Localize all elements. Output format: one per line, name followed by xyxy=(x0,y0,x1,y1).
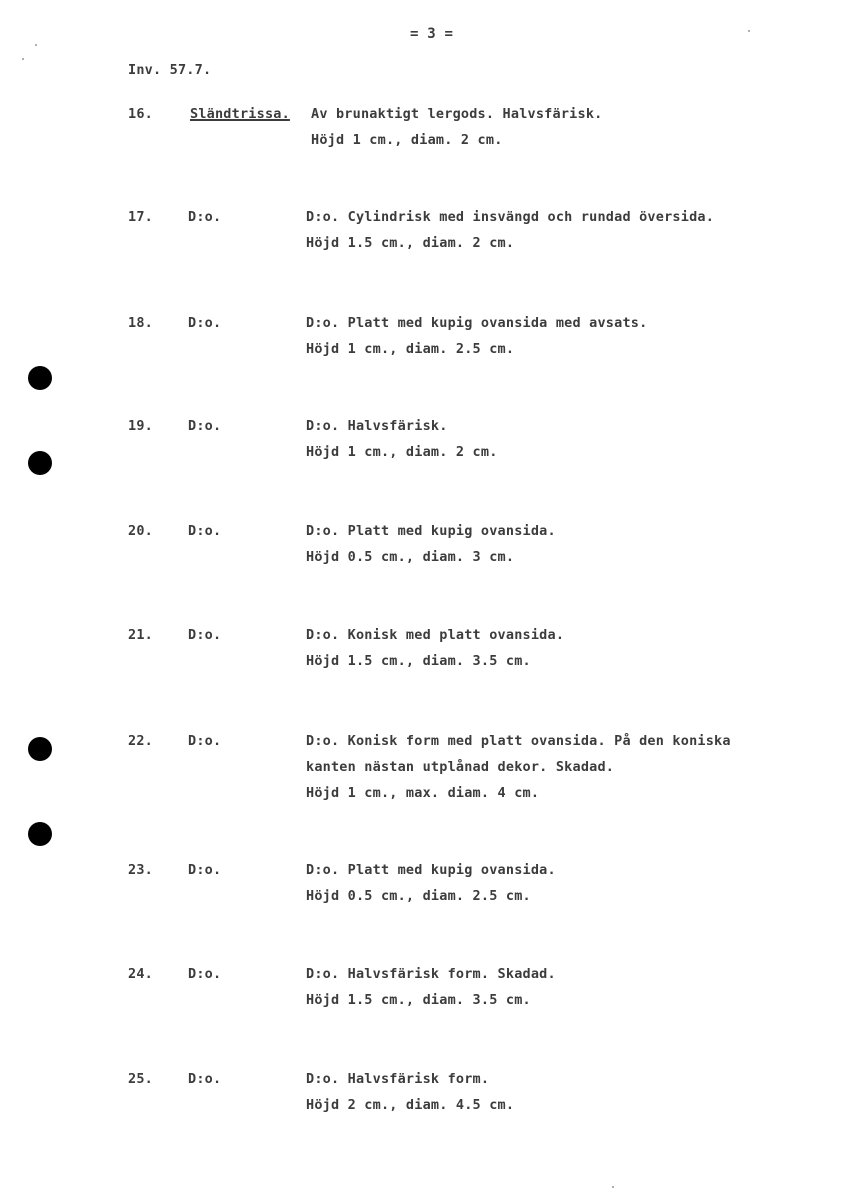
punch-hole xyxy=(28,822,52,846)
entry-description-continued: kanten nästan utplånad dekor. Skadad. xyxy=(306,759,615,775)
entry-label: D:o. xyxy=(188,315,222,331)
entry-measurements: Höjd 1 cm., diam. 2 cm. xyxy=(306,444,498,460)
scan-speck xyxy=(35,44,37,46)
entry-number: 18. xyxy=(128,315,153,331)
entry-label: D:o. xyxy=(188,1071,222,1087)
entry-description: D:o. Platt med kupig ovansida. xyxy=(306,523,556,539)
entry-measurements: Höjd 2 cm., diam. 4.5 cm. xyxy=(306,1097,515,1113)
punch-hole xyxy=(28,366,52,390)
entry-description: D:o. Platt med kupig ovansida. xyxy=(306,862,556,878)
entry-description: D:o. Cylindrisk med insvängd och rundad översida. xyxy=(306,209,715,225)
entry-description: D:o. Platt med kupig ovansida med avsats. xyxy=(306,315,648,331)
entry-measurements: Höjd 1.5 cm., diam. 2 cm. xyxy=(306,235,515,251)
entry-measurements: Höjd 0.5 cm., diam. 3 cm. xyxy=(306,549,515,565)
entry-label: Sländtrissa. xyxy=(190,106,290,122)
entry-description: D:o. Halvsfärisk form. Skadad. xyxy=(306,966,556,982)
entry-measurements: Höjd 1.5 cm., diam. 3.5 cm. xyxy=(306,653,531,669)
entry-label: D:o. xyxy=(188,862,222,878)
entry-number: 22. xyxy=(128,733,153,749)
entry-number: 21. xyxy=(128,627,153,643)
entry-measurements: Höjd 1 cm., diam. 2 cm. xyxy=(311,132,503,148)
inventory-number: Inv. 57.7. xyxy=(128,62,212,78)
entry-number: 17. xyxy=(128,209,153,225)
entry-description: D:o. Halvsfärisk. xyxy=(306,418,448,434)
entry-description: D:o. Konisk med platt ovansida. xyxy=(306,627,565,643)
entry-measurements: Höjd 1.5 cm., diam. 3.5 cm. xyxy=(306,992,531,1008)
scan-speck xyxy=(22,58,24,60)
entry-label: D:o. xyxy=(188,966,222,982)
entry-number: 25. xyxy=(128,1071,153,1087)
punch-hole xyxy=(28,737,52,761)
entry-measurements: Höjd 0.5 cm., diam. 2.5 cm. xyxy=(306,888,531,904)
scan-speck xyxy=(612,1186,614,1188)
page-number: = 3 = xyxy=(410,26,454,42)
entry-number: 20. xyxy=(128,523,153,539)
entry-number: 23. xyxy=(128,862,153,878)
entry-measurements: Höjd 1 cm., max. diam. 4 cm. xyxy=(306,785,540,801)
entry-label: D:o. xyxy=(188,523,222,539)
entry-label: D:o. xyxy=(188,627,222,643)
entry-label: D:o. xyxy=(188,209,222,225)
entry-description: Av brunaktigt lergods. Halvsfärisk. xyxy=(311,106,603,122)
entry-label: D:o. xyxy=(188,733,222,749)
entry-number: 16. xyxy=(128,106,153,122)
punch-hole xyxy=(28,451,52,475)
scan-speck xyxy=(748,30,750,32)
entry-number: 19. xyxy=(128,418,153,434)
entry-description: D:o. Halvsfärisk form. xyxy=(306,1071,490,1087)
entry-measurements: Höjd 1 cm., diam. 2.5 cm. xyxy=(306,341,515,357)
entry-label: D:o. xyxy=(188,418,222,434)
entry-description: D:o. Konisk form med platt ovansida. På den koniska xyxy=(306,733,731,749)
entry-number: 24. xyxy=(128,966,153,982)
